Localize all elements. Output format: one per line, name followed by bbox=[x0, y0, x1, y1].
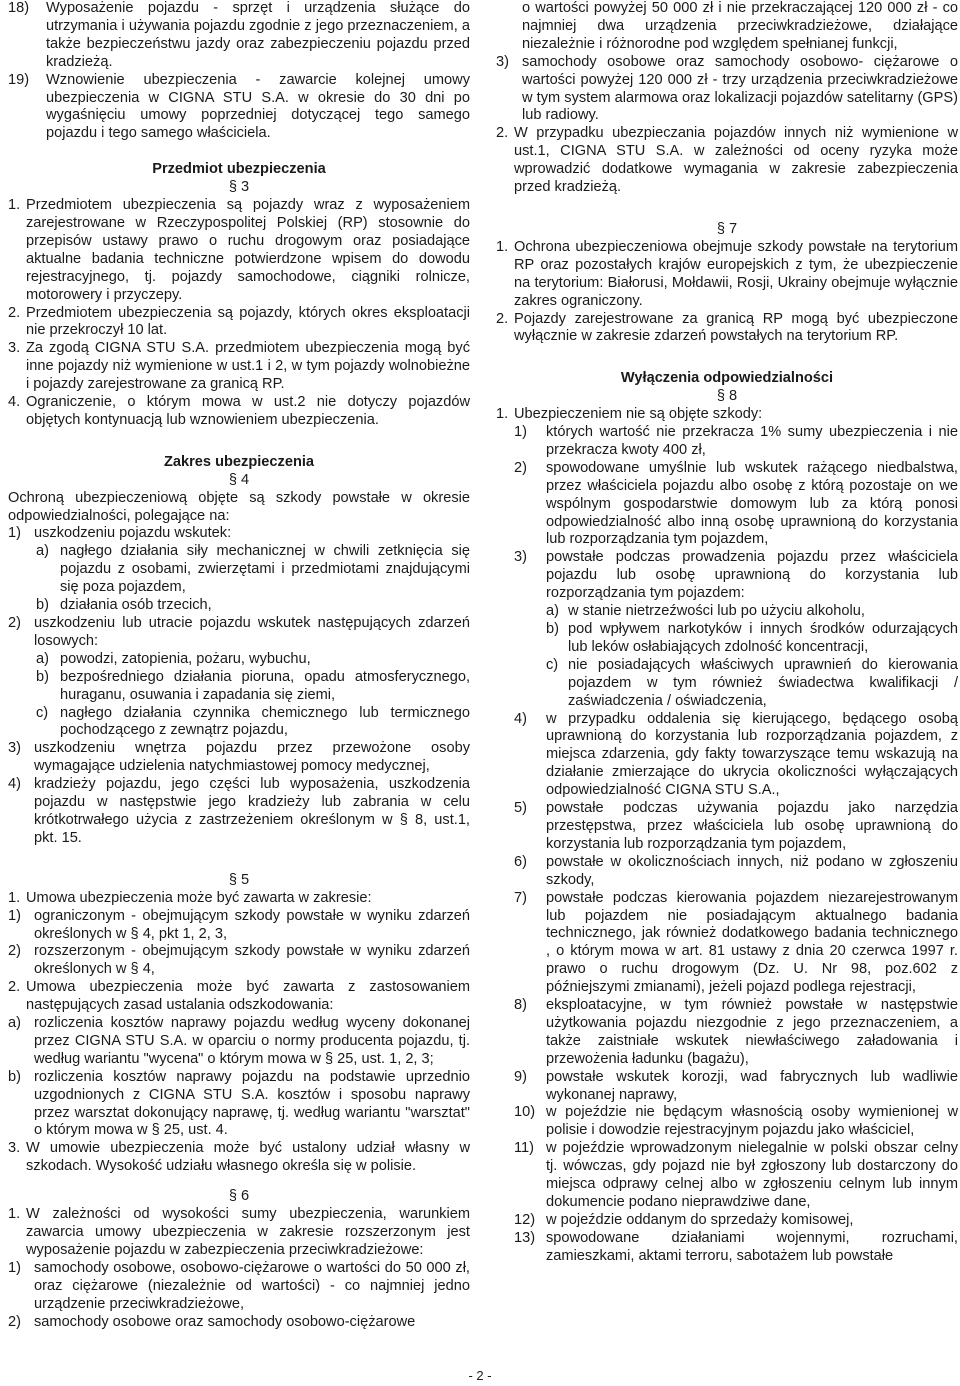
section-5-item-2 bbox=[8, 979, 470, 1015]
item-text: kradzieży pojazdu, jego części lub wyposażenia, uszkodzenia pojazdu w następstwie jego kradzieży lub zabrania w celu krótkotrwałego użycia z zastrzeżeniem określonym w § 8, ust.1, pkt. 15. bbox=[34, 776, 470, 846]
section-8: § 8 bbox=[716, 388, 738, 405]
item-text: powstałe wskutek korozji, wad fabrycznych lub wadliwie wykonanej naprawy, bbox=[546, 1068, 958, 1103]
item-text: nagłego działania siły mechanicznej w chwili zetknięcia się pojazdu z osobami, zwierzętami i przedmiotami znajdującymi się poza pojazdem, bbox=[60, 543, 470, 596]
item-text: Za zgodą CIGNA STU S.A. przedmiotem ubezpieczenia mogą być inne pojazdy niż wymienione w ust.1 i 2, w tym pojazdy wolnobieżne i pojazdy zarejestrowane za granicą RP. bbox=[26, 340, 470, 393]
section-5-item-3 bbox=[8, 1140, 470, 1176]
list-item bbox=[496, 311, 958, 347]
item-text: nie posiadających właściwych uprawnień do kierowania pojazdem w tym również świadectwa kwalifikacji / zaświadczenia / oświadczenia, bbox=[568, 656, 958, 709]
item-text: W zależności od wysokości sumy ubezpieczenia, warunkiem zawarcia umowy ubezpieczenia w zakresie rozszerzonym jest wyposażenie pojazdu w zabezpieczenia przeciwkradzieżowe: bbox=[26, 1206, 470, 1258]
item-number: 1) bbox=[514, 424, 527, 441]
section-4-item-2-sub bbox=[8, 651, 470, 741]
item-text: powstałe podczas prowadzenia pojazdu przez właściciela pojazdu lub osobę uprawnioną do korzystania lub rozporządzania tym pojazdem: bbox=[546, 549, 958, 602]
item-number: 2) bbox=[8, 615, 21, 631]
item-text: rozliczenia kosztów naprawy pojazdu według wyceny dokonanej przez CIGNA STU S.A. w oparciu o normy producenta pojazdu, tj. według wariantu "wycena" o którym mowa w § 25, ust. 1, 2, 3; bbox=[34, 1015, 470, 1067]
list-item bbox=[496, 854, 958, 890]
item-number: 18) bbox=[8, 0, 30, 16]
list-item bbox=[496, 125, 958, 197]
section-8-items-b bbox=[496, 711, 958, 1266]
list-item bbox=[8, 72, 470, 144]
list-item bbox=[8, 597, 470, 615]
section-6-item-1-sub-3 bbox=[496, 54, 958, 126]
list-item bbox=[8, 776, 470, 848]
list-item bbox=[8, 1069, 470, 1141]
item-number: 4) bbox=[514, 710, 527, 727]
list-item bbox=[496, 711, 958, 801]
section-4-items-rest bbox=[8, 740, 470, 847]
list-item bbox=[8, 669, 470, 705]
item-number: 1. bbox=[496, 406, 509, 423]
item-text: Ograniczenie, o którym mowa w ust.2 nie dotyczy pojazdów objętych kontynuacją lub wznowieniem ubezpieczenia. bbox=[26, 394, 470, 428]
list-item bbox=[8, 394, 470, 430]
item-number: c) bbox=[546, 656, 559, 673]
item-number: 1. bbox=[8, 889, 21, 906]
item-number: 3) bbox=[8, 740, 21, 757]
list-item bbox=[496, 1069, 958, 1105]
section-7-list bbox=[496, 239, 958, 346]
section-4: § 4 bbox=[228, 471, 250, 488]
section-4-intro: Ochroną ubezpieczeniową objęte są szkody powstałe w okresie odpowiedzialności, polegające na: bbox=[8, 489, 470, 524]
item-text: w stanie nietrzeźwości lub po użyciu alkoholu, bbox=[568, 603, 865, 620]
item-number: 9) bbox=[514, 1068, 527, 1085]
item-text: samochody osobowe oraz samochody osobowo-ciężarowe bbox=[34, 1313, 416, 1330]
list-item bbox=[496, 603, 958, 621]
item-number: a) bbox=[36, 543, 49, 560]
section-5-item-1-sub bbox=[8, 908, 470, 980]
item-number: 2. bbox=[496, 125, 509, 142]
item-number: 1) bbox=[8, 525, 21, 542]
section-8-item-3-sub bbox=[496, 603, 958, 710]
list-item bbox=[496, 239, 958, 311]
item-number: 2. bbox=[496, 310, 509, 327]
heading-wylaczenia: Wyłączenia odpowiedzialności bbox=[620, 370, 834, 387]
list-item bbox=[8, 979, 470, 1015]
item-text: ograniczonym - obejmującym szkody powstałe w wyniku zdarzeń określonych w § 4, pkt 1, 2, 3, bbox=[34, 907, 470, 942]
item-number: 1. bbox=[496, 238, 509, 255]
item-text: w przypadku oddalenia się kierującego, będącego osobą uprawnioną do korzystania lub rozporządzania pojazdem, z miejsca zdarzenia, gdy fakty towarzyszące temu wskazują na działanie zmierzające do ukrycia okoliczności wyłączających odpowiedzialność CIGNA STU S.A., bbox=[546, 710, 958, 799]
left-column bbox=[8, 0, 470, 1331]
item-number: b) bbox=[546, 621, 559, 637]
item-text: powstałe podczas używania pojazdu jako narzędzia przestępstwa, przez właściciela lub osobę uprawnioną do korzystania lub rozporządzania tym pojazdem, bbox=[546, 800, 958, 852]
section-5-item-1 bbox=[8, 890, 470, 908]
item-text: W przypadku ubezpieczania pojazdów innych niż wymienione w ust.1, CIGNA STU S.A. w zależności od oceny ryzyka może wprowadzić dodatkowe wymagania w zakresie zabezpieczenia przed kradzieżą. bbox=[514, 125, 958, 196]
section-6-continuation: o wartości powyżej 50 000 zł i nie przekraczającej 120 000 zł - co najmniej dwa urządzenia przeciwkradzieżowe, działające niezależnie i różnorodne pod względem spełnianej funkcji, bbox=[522, 0, 958, 52]
list-item bbox=[8, 740, 470, 776]
list-item bbox=[8, 543, 470, 597]
list-item bbox=[496, 800, 958, 854]
item-number: 1. bbox=[8, 197, 21, 214]
list-item bbox=[496, 460, 958, 550]
item-text: w pojeździe wprowadzonym nielegalnie w polski obszar celny tj. wówczas, gdy pojazd nie był zgłoszony lub dostarczony do miejsca odprawy celnej albo w zgłoszeniu celnym lub innym dokumencie podano nieprawdziwe dane, bbox=[546, 1140, 958, 1210]
item-number: 3. bbox=[8, 340, 21, 357]
item-number: 4. bbox=[8, 394, 21, 411]
item-text: działania osób trzecich, bbox=[60, 597, 212, 614]
list-item bbox=[496, 1104, 958, 1140]
item-text: nagłego działania czynnika chemicznego lub termicznego pochodzącego z zewnątrz pojazdu, bbox=[60, 704, 470, 739]
list-item bbox=[8, 0, 470, 72]
item-number: 1) bbox=[8, 1259, 21, 1276]
item-number: a) bbox=[8, 1015, 21, 1032]
item-number: b) bbox=[36, 668, 49, 685]
item-number: 3) bbox=[496, 53, 509, 70]
list-item bbox=[8, 943, 470, 979]
section-8-items-a bbox=[496, 424, 958, 603]
list-item bbox=[8, 197, 470, 304]
list-item bbox=[8, 1206, 470, 1260]
list-item bbox=[496, 890, 958, 997]
item-text: Ubezpieczeniem nie są objęte szkody: bbox=[514, 406, 763, 423]
item-number: 3. bbox=[8, 1140, 21, 1157]
item-number: 13) bbox=[514, 1229, 536, 1246]
item-number: 19) bbox=[8, 71, 30, 88]
section-5-item-2-sub bbox=[8, 1015, 470, 1140]
item-text: w pojeździe nie będącym własnością osoby wymienionej w polisie i dowodzie rejestracyjnym pojazdu jako właściciel, bbox=[546, 1104, 958, 1139]
item-text: uszkodzeniu wnętrza pojazdu przez przewożone osoby wymagające udzielenia natychmiastowej pomocy medycznej, bbox=[34, 740, 470, 775]
item-number: 1. bbox=[8, 1206, 21, 1223]
item-number: 12) bbox=[514, 1211, 536, 1228]
list-item bbox=[496, 406, 958, 424]
list-item bbox=[8, 651, 470, 669]
section-6: § 6 bbox=[228, 1188, 250, 1205]
list-item bbox=[8, 1140, 470, 1176]
list-item bbox=[8, 340, 470, 394]
item-text: Umowa ubezpieczenia może być zawarta z zastosowaniem następujących zasad ustalania odszkodowania: bbox=[26, 979, 470, 1014]
item-text: W umowie ubezpieczenia może być ustalony udział własny w szkodach. Wysokość udziału własnego określa się w polisie. bbox=[26, 1140, 470, 1175]
list-item bbox=[8, 525, 470, 543]
item-text: spowodowane umyślnie lub wskutek rażącego niedbalstwa, przez właściciela pojazdu albo osobę z którą pozostaje on we wspólnym gospodarstwie domowym lub za którą ponosi odpowiedzialność albo inną osobę uprawnioną do korzystania lub rozporządzania tym pojazdem, bbox=[546, 459, 958, 548]
list-item bbox=[8, 908, 470, 944]
section-3-list bbox=[8, 197, 470, 430]
item-number: c) bbox=[36, 704, 49, 721]
item-text: Wznowienie ubezpieczenia - zawarcie kolejnej umowy ubezpieczenia w CIGNA STU S.A. w okresie do 30 dni po wygaśnięciu umowy poprzedniej dotyczącej tego samego pojazdu i tego samego właściciela. bbox=[46, 71, 470, 142]
item-number: b) bbox=[36, 597, 49, 614]
page-number: - 2 - bbox=[468, 1368, 492, 1383]
section-6-item-2 bbox=[496, 125, 958, 197]
list-item bbox=[496, 424, 958, 460]
section-5: § 5 bbox=[228, 871, 250, 888]
section-4-item-1-sub bbox=[8, 543, 470, 615]
item-text: Umowa ubezpieczenia może być zawarta w zakresie: bbox=[26, 889, 372, 906]
section-4-item-2 bbox=[8, 615, 470, 651]
heading-zakres: Zakres ubezpieczenia bbox=[163, 453, 315, 470]
item-text: powstałe w okolicznościach innych, niż podano w zgłoszeniu szkody, bbox=[546, 853, 958, 888]
item-number: 3) bbox=[514, 549, 527, 566]
list-item bbox=[8, 305, 470, 341]
list-item bbox=[496, 1140, 958, 1212]
list-item bbox=[496, 657, 958, 711]
item-text: Przedmiotem ubezpieczenia są pojazdy, których okres eksploatacji nie przekroczył 10 lat. bbox=[26, 304, 470, 339]
list-item bbox=[496, 997, 958, 1069]
right-column bbox=[496, 0, 958, 1266]
item-text: pod wpływem narkotyków i innych środków odurzających lub leków osłabiających zdolność koncentracji, bbox=[568, 621, 958, 655]
section-6-item-1 bbox=[8, 1206, 470, 1260]
item-text: Przedmiotem ubezpieczenia są pojazdy wraz z wyposażeniem zarejestrowane w Rzeczypospolitej Polskiej (RP) stosownie do przepisów ustawy prawo o ruchu drogowym oraz posiadające aktualne badania techniczne potwierdzone wpisem do dowodu rejestracyjnego, tj. pojazdy samochodowe, ciągniki rolnicze, motorowery i przyczepy. bbox=[26, 197, 470, 303]
item-text: uszkodzeniu pojazdu wskutek: bbox=[34, 525, 232, 542]
item-number: 2) bbox=[8, 1313, 21, 1330]
item-number: 8) bbox=[514, 997, 527, 1014]
list-item bbox=[496, 621, 958, 657]
item-number: 2. bbox=[8, 304, 21, 321]
item-text: bezpośredniego działania pioruna, opadu atmosferycznego, huraganu, osuwania i zapadania się ziemi, bbox=[60, 668, 470, 703]
section-4-item-1 bbox=[8, 525, 470, 543]
item-number: 7) bbox=[514, 889, 527, 906]
item-number: 11) bbox=[514, 1140, 535, 1157]
item-text: eksploatacyjne, w tym również powstałe w następstwie użytkowania pojazdu niezgodnie z jego przeznaczeniem, a także zaistniałe wskutek niewłaściwego załadowania i przewożenia ładunku (bagażu), bbox=[546, 997, 958, 1067]
item-text: Wyposażenie pojazdu - sprzęt i urządzenia służące do utrzymania i używania pojazdu zgodnie z jego przeznaczeniem, a także bezpieczeństwu jazdy oraz zabezpieczeniu pojazdu przed kradzieżą. bbox=[46, 0, 470, 70]
item-number: 2) bbox=[514, 459, 527, 476]
item-text: samochody osobowe oraz samochody osobowo- ciężarowe o wartości powyżej 120 000 zł - trzy urządzenia przeciwkradzieżowe w tym system alarmowa oraz lokalizacji pojazdów satelitarny (GPS) lub radiowy. bbox=[522, 53, 958, 124]
item-text: powstałe podczas kierowania pojazdem niezarejestrowanym lub pojazdem nie posiadającym aktualnego badania technicznego, jak również dodatkowego badania technicznego , o którym mowa w art. 81 ustawy z dnia 20 czerwca 1997 r. prawo o ruchu drogowym (Dz. U. Nr 98, poz.602 z późniejszymi zmianami), jeżeli pojazd podlega rejestracji, bbox=[546, 889, 958, 996]
list-item bbox=[8, 1260, 470, 1314]
item-number: 4) bbox=[8, 776, 21, 793]
section-3: § 3 bbox=[228, 179, 250, 196]
section-8-item-1 bbox=[496, 406, 958, 424]
item-number: 6) bbox=[514, 853, 527, 870]
list-item bbox=[496, 1212, 958, 1230]
list-item bbox=[8, 1314, 470, 1332]
item-number: 10) bbox=[514, 1104, 536, 1121]
item-number: b) bbox=[8, 1068, 21, 1085]
item-text: rozliczenia kosztów naprawy pojazdu na podstawie uprzednio uzgodnionych z CIGNA STU S.A. kosztów i sposobu naprawy przez warsztat dokonujący naprawę, tj. według wariantu "warsztat" o którym mowa w § 25, ust. 4. bbox=[34, 1068, 470, 1139]
list-item bbox=[496, 549, 958, 603]
item-text: których wartość nie przekracza 1% sumy ubezpieczenia i nie przekracza kwoty 400 zł, bbox=[546, 424, 958, 458]
list-item bbox=[8, 615, 470, 651]
definitions-list bbox=[8, 0, 470, 143]
item-number: a) bbox=[36, 650, 49, 667]
item-text: powodzi, zatopienia, pożaru, wybuchu, bbox=[60, 650, 311, 667]
item-number: a) bbox=[546, 603, 559, 620]
list-item bbox=[8, 1015, 470, 1069]
list-item bbox=[496, 1230, 958, 1266]
list-item bbox=[496, 54, 958, 126]
item-text: spowodowane działaniami wojennymi, rozruchami, zamieszkami, aktami terroru, sabotażem lub powstałe bbox=[546, 1229, 958, 1264]
item-text: uszkodzeniu lub utracie pojazdu wskutek następujących zdarzeń losowych: bbox=[34, 615, 470, 649]
item-number: 1) bbox=[8, 907, 21, 924]
heading-przedmiot: Przedmiot ubezpieczenia bbox=[152, 161, 326, 178]
list-item bbox=[8, 890, 470, 908]
section-7: § 7 bbox=[716, 220, 738, 237]
item-text: w pojeździe oddanym do sprzedaży komisowej, bbox=[546, 1211, 854, 1228]
item-number: 5) bbox=[514, 800, 527, 817]
list-item bbox=[8, 705, 470, 741]
item-number: 2) bbox=[8, 943, 21, 960]
item-text: Ochrona ubezpieczeniowa obejmuje szkody powstałe na terytorium RP oraz pozostałych krajów europejskich z tym, że ubezpieczenie na terytorium: Białorusi, Mołdawii, Rosji, Ukrainy obejmuje wyłącznie zakres ograniczony. bbox=[514, 238, 958, 309]
item-text: rozszerzonym - obejmującym szkody powstałe w wyniku zdarzeń określonych w § 4, bbox=[34, 943, 470, 978]
item-text: Pojazdy zarejestrowane za granicą RP mogą być ubezpieczone wyłącznie w zakresie zdarzeń powstałych na terytorium RP. bbox=[514, 310, 958, 345]
item-number: 2. bbox=[8, 979, 21, 996]
section-6-item-1-sub bbox=[8, 1260, 470, 1332]
item-text: samochody osobowe, osobowo-ciężarowe o wartości do 50 000 zł, oraz ciężarowe (niezależnie od wartości) - co najmniej jedno urządzenie przeciwkradzieżowe, bbox=[34, 1259, 470, 1312]
